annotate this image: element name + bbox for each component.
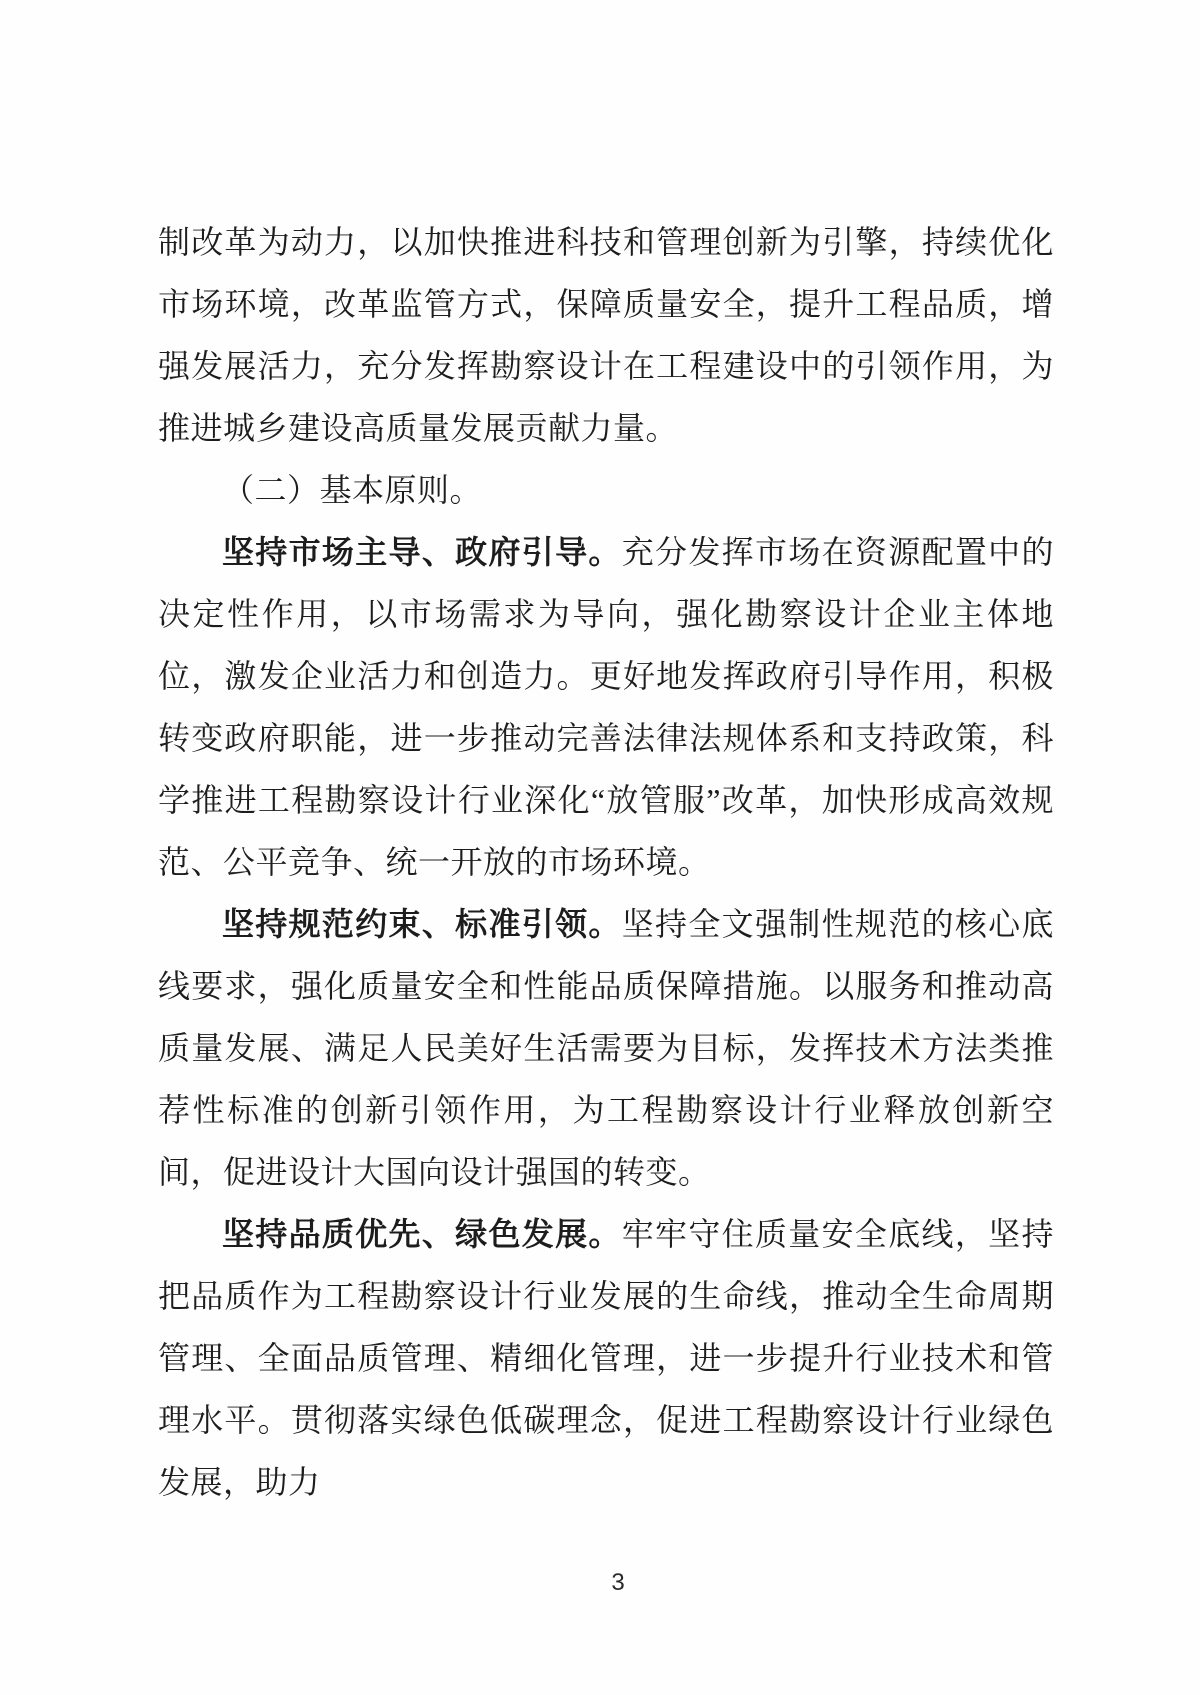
paragraph-bold-lead: 坚持市场主导、政府引导。 — [222, 534, 622, 570]
paragraph-text: 牢牢守住质量安全底线，坚持把品质作为工程勘察设计行业发展的生命线，推动全生命周期管理、全面品质管理、精细化管理，进一步提升行业技术和管理水平。贯彻落实绿色低碳理念，促进工程勘察设计行业绿色发展，助力 — [158, 1216, 1054, 1500]
paragraph-text: （二）基本原则。 — [222, 472, 483, 508]
document-body — [158, 211, 1054, 1513]
page-number: 3 — [611, 1569, 625, 1596]
paragraph-bold-lead: 坚持规范约束、标准引领。 — [222, 906, 622, 942]
paragraph-text: 制改革为动力，以加快推进科技和管理创新为引擎，持续优化市场环境，改革监管方式，保障质量安全，提升工程品质，增强发展活力，充分发挥勘察设计在工程建设中的引领作用，为推进城乡建设高质量发展贡献力量。 — [158, 224, 1054, 446]
paragraph — [158, 1203, 1054, 1513]
paragraph-text: 坚持全文强制性规范的核心底线要求，强化质量安全和性能品质保障措施。以服务和推动高质量发展、满足人民美好生活需要为目标，发挥技术方法类推荐性标准的创新引领作用，为工程勘察设计行业释放创新空间，促进设计大国向设计强国的转变。 — [158, 906, 1054, 1190]
paragraph — [158, 893, 1054, 1203]
paragraph — [158, 521, 1054, 893]
paragraph-text: 充分发挥市场在资源配置中的决定性作用，以市场需求为导向，强化勘察设计企业主体地位，激发企业活力和创造力。更好地发挥政府引导作用，积极转变政府职能，进一步推动完善法律法规体系和支持政策，科学推进工程勘察设计行业深化“放管服”改革，加快形成高效规范、公平竞争、统一开放的市场环境。 — [158, 534, 1054, 880]
paragraph-bold-lead: 坚持品质优先、绿色发展。 — [222, 1216, 622, 1252]
paragraph — [158, 459, 1054, 521]
paragraph — [158, 211, 1054, 459]
